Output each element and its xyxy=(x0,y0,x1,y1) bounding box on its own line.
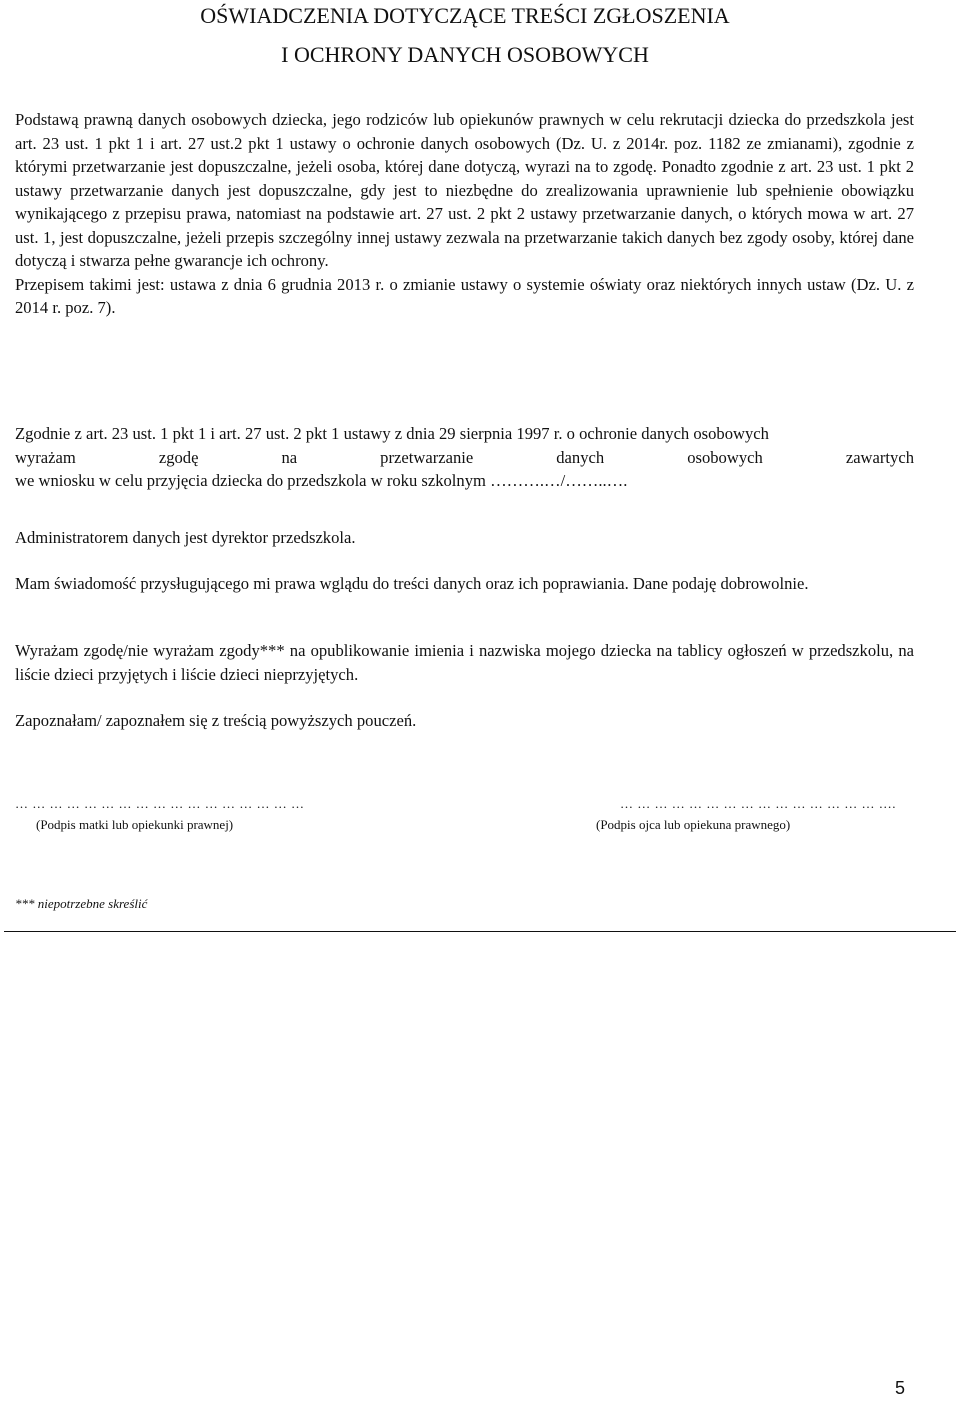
publication-consent-paragraph: Wyrażam zgodę/nie wyrażam zgody*** na opublikowanie imienia i nazwiska mojego dziecka na tablicy ogłoszeń w przedszkolu, na liście dzieci przyjętych i liście dzieci nieprzyjętych. xyxy=(15,641,914,684)
horizontal-divider xyxy=(4,931,956,932)
acknowledgement-paragraph: Zapoznałam/ zapoznałem się z treścią powyższych pouczeń. xyxy=(15,711,417,730)
father-signature-line: … … … … … … … … … … … … … … … …. xyxy=(620,796,896,811)
administrator-paragraph: Administratorem danych jest dyrektor przedszkola. xyxy=(15,528,356,547)
consent-line-2: wyrażam zgodę na przetwarzanie danych osobowych zawartych xyxy=(15,447,914,467)
mother-signature-caption: (Podpis matki lub opiekunki prawnej) xyxy=(36,817,234,832)
page-number: 5 xyxy=(895,1378,906,1398)
consent-section xyxy=(15,422,914,493)
consent-line-1: Zgodnie z art. 23 ust. 1 pkt 1 i art. 27 ust. 2 pkt 1 ustawy z dnia 29 sierpnia 1997 r. o ochronie danych osobowych xyxy=(15,424,769,443)
father-signature-caption: (Podpis ojca lub opiekuna prawnego) xyxy=(596,817,791,832)
regulation-paragraph: Przepisem takimi jest: ustawa z dnia 6 grudnia 2013 r. o zmianie ustawy o systemie oświaty oraz niektórych innych ustaw (Dz. U. z 2014 r. poz. 7). xyxy=(15,274,914,317)
legal-basis-section xyxy=(15,108,914,320)
legal-basis-paragraph: Podstawą prawną danych osobowych dziecka, jego rodziców lub opiekunów prawnych w celu rekrutacji dziecka do przedszkola jest art. 23 ust. 1 pkt 1 i art. 27 ust.2 pkt 1 ustawy o ochronie danych osobowych (Dz. U. z 2014r. poz. 1182 ze zmianami), zgodnie z którymi przetwarzanie jest dopuszczalne, jeżeli osoba, której dane dotyczą, wyrazi na to zgodę. Ponadto zgodnie z art. 23 ust. 1 pkt 2 ustawy przetwarzanie danych jest dopuszczalne, gdy jest to niezbędne do zrealizowania uprawnienie lub spełnienie obowiązku wynikającego z przepisu prawa, natomiast na podstawie art. 27 ust. 2 pkt 2 ustawy przetwarzanie danych, o których mowa w art. 27 ust. 1, jest dopuszczalne, jeżeli przepis szczególny innej ustawy zezwala na przetwarzanie takich danych bez zgody osoby, której dane dotyczą i stwarza pełne gwarancje ich ochrony. xyxy=(15,110,914,270)
document-subtitle: I OCHRONY DANYCH OSOBOWYCH xyxy=(281,42,649,67)
footnote: *** niepotrzebne skreślić xyxy=(15,896,148,911)
awareness-paragraph: Mam świadomość przysługującego mi prawa wglądu do treści danych oraz ich poprawiania. Dane podaję dobrowolnie. xyxy=(15,574,809,593)
mother-signature-line: … … … … … … … … … … … … … … … … … xyxy=(15,796,305,811)
document-title: OŚWIADCZENIA DOTYCZĄCE TREŚCI ZGŁOSZENIA xyxy=(200,3,730,28)
consent-line-3: we wniosku w celu przyjęcia dziecka do przedszkola w roku szkolnym ……….…/……..…. xyxy=(15,471,628,490)
